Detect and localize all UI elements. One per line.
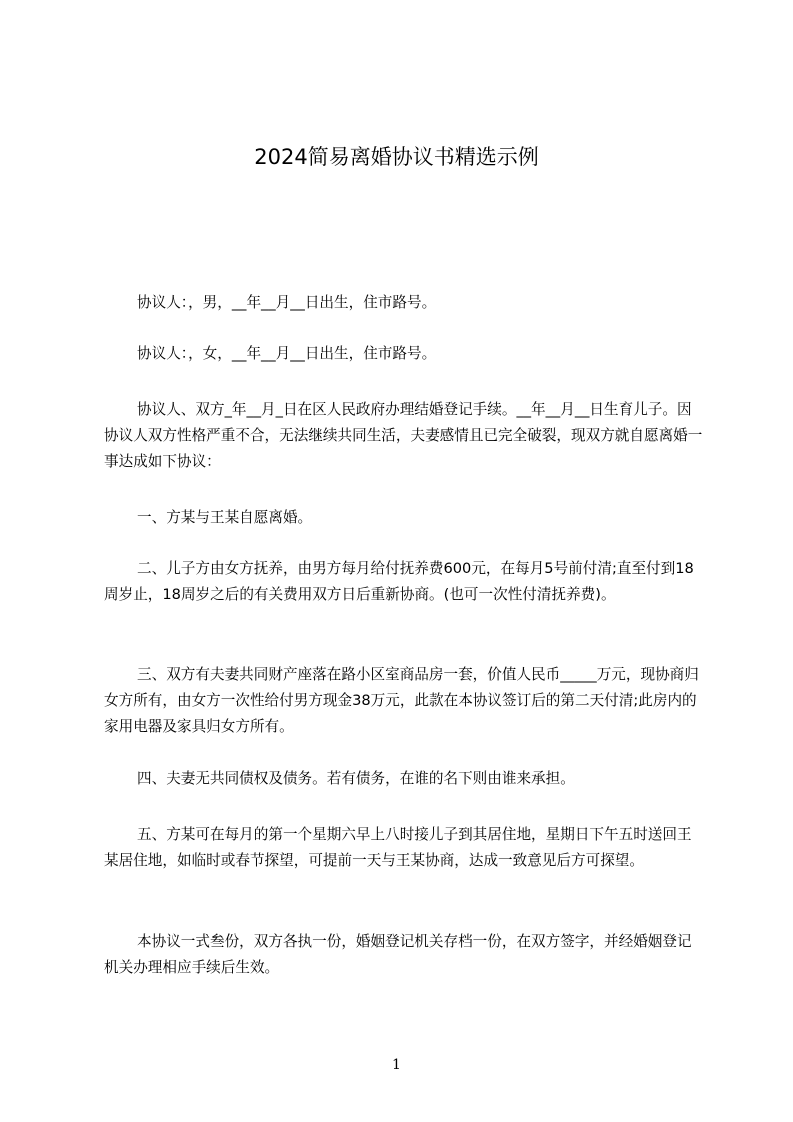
party-male-paragraph: 协议人：，男，__年__月__日出生，住市路号。 <box>137 294 437 311</box>
clause-3-paragraph: 三、双方有夫妻共同财产座落在路小区室商品房一套，价值人民币_____万元，现协商归女方所有，由女方一次性给付男方现金38万元，此款在本协议签订后的第二天付清;此房内的家用电器及家具归女方所有。 <box>104 666 699 735</box>
background-paragraph: 协议人、双方_年__月_日在区人民政府办理结婚登记手续。__年__月__日生育儿子。因协议人双方性格严重不合，无法继续共同生活，夫妻感情且已完全破裂，现双方就自愿离婚一事达成如下协议： <box>104 401 703 470</box>
closing-paragraph: 本协议一式叁份，双方各执一份，婚姻登记机关存档一份，在双方签字，并经婚姻登记机关办理相应手续后生效。 <box>104 933 692 976</box>
clause-4-paragraph: 四、夫妻无共同债权及债务。若有债务，在谁的名下则由谁来承担。 <box>137 770 575 787</box>
clause-1-paragraph: 一、方某与王某自愿离婚。 <box>137 509 313 526</box>
clause-2-paragraph: 二、儿子方由女方抚养，由男方每月给付抚养费600元，在每月5号前付清;直至付到18周岁止，18周岁之后的有关费用双方日后重新协商。(也可一次性付清抚养费)。 <box>104 560 694 603</box>
clause-5-paragraph: 五、方某可在每月的第一个星期六早上八时接儿子到其居住地，星期日下午五时送回王某居住地，如临时或春节探望，可提前一天与王某协商，达成一致意见后方可探望。 <box>104 826 692 869</box>
page-number: 1 <box>392 1057 401 1073</box>
party-female-paragraph: 协议人：，女，__年__月__日出生，住市路号。 <box>137 345 437 362</box>
document-title: 2024简易离婚协议书精选示例 <box>254 145 539 169</box>
